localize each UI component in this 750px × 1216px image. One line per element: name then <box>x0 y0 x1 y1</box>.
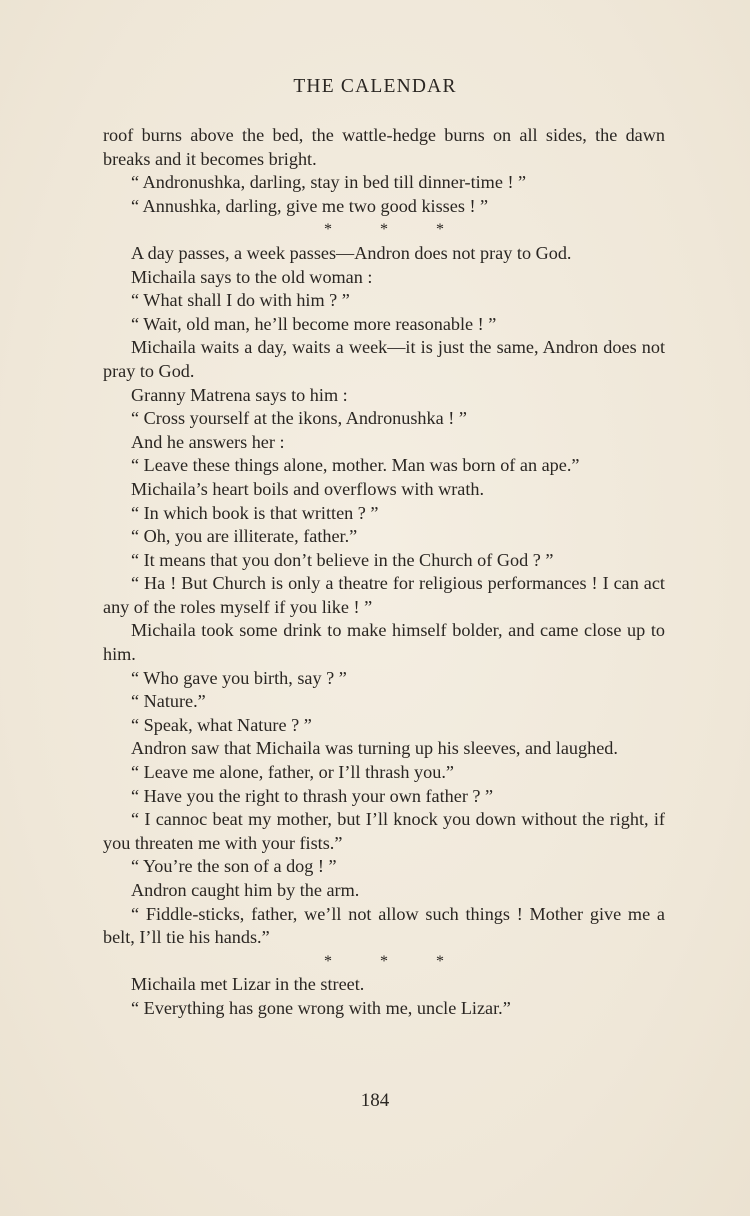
running-title: THE CALENDAR <box>293 76 457 97</box>
section-break <box>103 218 665 242</box>
paragraph: “ Oh, you are illiterate, father.” <box>131 526 358 547</box>
asterisk: * <box>324 952 332 970</box>
asterisk: * <box>436 221 444 239</box>
paragraph: roof burns above the bed, the wattle-hedge burns on all sides, the dawn breaks and it becomes bright. <box>103 125 665 169</box>
paragraph: And he answers her : <box>131 431 285 452</box>
paragraph: Michaila’s heart boils and overflows with wrath. <box>131 478 485 499</box>
asterisk: * <box>436 952 444 970</box>
paragraph: A day passes, a week passes—Andron does not pray to God. <box>131 242 572 263</box>
paragraph: “ Ha ! But Church is only a theatre for religious performances ! I can act any of the roles myself if you like ! ” <box>103 573 665 617</box>
paragraph: “ Wait, old man, he’ll become more reasonable ! ” <box>131 313 497 334</box>
paragraph: Michaila says to the old woman : <box>131 266 373 287</box>
paragraph: Michaila met Lizar in the street. <box>131 974 365 995</box>
page-number: 184 <box>360 1090 390 1111</box>
body-text <box>103 124 665 1021</box>
paragraph: Michaila waits a day, waits a week—it is just the same, Andron does not pray to God. <box>103 337 665 381</box>
paragraph: “ Leave these things alone, mother. Man was born of an ape.” <box>131 455 580 476</box>
paragraph: “ Have you the right to thrash your own father ? ” <box>131 785 494 806</box>
paragraph: “ Annushka, darling, give me two good kisses ! ” <box>131 195 489 216</box>
paragraph: “ Nature.” <box>131 691 206 712</box>
paragraph: “ Speak, what Nature ? ” <box>131 714 312 735</box>
paragraph: Michaila took some drink to make himself bolder, and came close up to him. <box>103 620 665 665</box>
paragraph: Andron caught him by the arm. <box>131 880 360 900</box>
section-break <box>103 950 665 974</box>
asterisk: * <box>380 952 388 970</box>
paragraph: “ What shall I do with him ? ” <box>131 290 350 311</box>
paragraph: “ I cannoc beat my mother, but I’ll knock you down without the right, if you threaten me with your fists.” <box>103 809 665 853</box>
paragraph: “ Who gave you birth, say ? ” <box>131 667 347 688</box>
paragraph: “ Cross yourself at the ikons, Andronushka ! ” <box>131 408 467 429</box>
paragraph: “ Leave me alone, father, or I’ll thrash you.” <box>131 762 454 783</box>
paragraph: “ It means that you don’t believe in the Church of God ? ” <box>131 549 554 570</box>
paragraph: Granny Matrena says to him : <box>131 384 348 405</box>
paragraph: “ Everything has gone wrong with me, uncle Lizar.” <box>131 997 511 1018</box>
asterisk: * <box>324 221 332 239</box>
paragraph: “ Andronushka, darling, stay in bed till dinner-time ! ” <box>131 172 527 193</box>
paragraph: “ Fiddle-sticks, father, we’ll not allow such things ! Mother give me a belt, I’ll tie his hands.” <box>103 903 665 948</box>
paragraph: Andron saw that Michaila was turning up his sleeves, and laughed. <box>131 738 618 759</box>
paragraph: “ You’re the son of a dog ! ” <box>131 856 337 877</box>
paragraph: “ In which book is that written ? ” <box>131 502 379 523</box>
asterisk: * <box>380 221 388 239</box>
